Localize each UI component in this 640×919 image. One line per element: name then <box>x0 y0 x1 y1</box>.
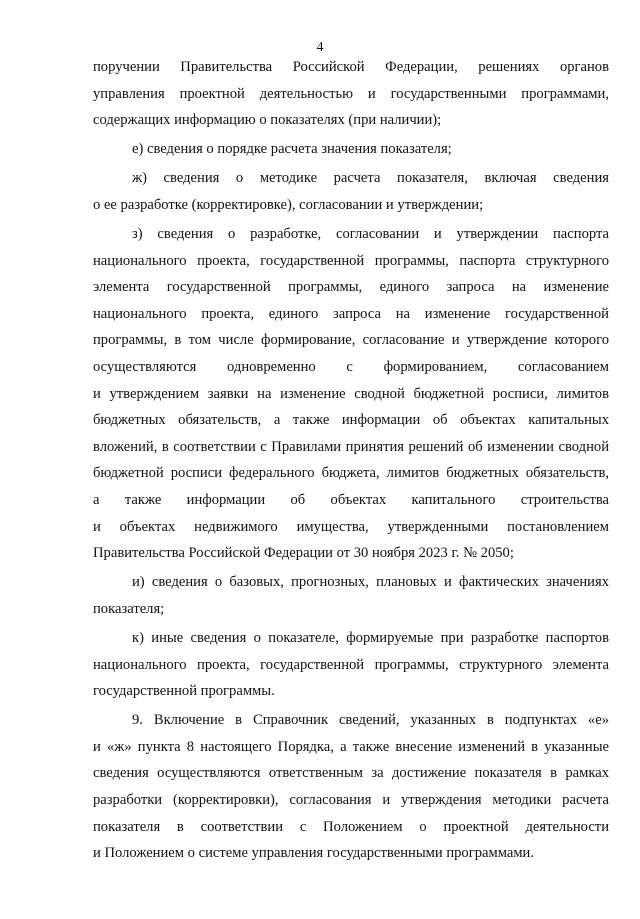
text-line: 9. Включение в Справочник сведений, указанных в подпунктах «е» <box>132 712 609 729</box>
text-line: содержащих информацию о показателях (при наличии); <box>93 112 442 129</box>
text-line: элемента государственной программы, единого запроса на изменение <box>93 279 609 296</box>
text-line: и) сведения о базовых, прогнозных, плановых и фактических значениях <box>132 574 609 591</box>
text-line: и «ж» пункта 8 настоящего Порядка, а также внесение изменений в указанные <box>93 738 609 755</box>
text-line: государственной программы. <box>93 683 275 700</box>
text-line: о ее разработке (корректировке), согласовании и утверждении; <box>93 196 484 213</box>
text-line: показателя в соответствии с Положением о проектной деятельности <box>93 818 609 835</box>
text-line: е) сведения о порядке расчета значения показателя; <box>132 141 452 158</box>
text-line: разработки (корректировки), согласования и утверждения методики расчета <box>93 792 609 809</box>
text-line: показателя; <box>93 600 165 617</box>
text-line: и Положением о системе управления государственными программами. <box>93 845 535 862</box>
text-line: ж) сведения о методике расчета показателя, включая сведения <box>132 170 609 187</box>
text-line: и утверждением заявки на изменение сводной бюджетной росписи, лимитов <box>93 385 609 402</box>
text-line: а также информации об объектах капитального строительства <box>93 492 609 508</box>
text-line: бюджетных обязательств, а также информации об объектах капитальных <box>93 412 609 429</box>
text-line: национального проекта, государственной программы, структурного элемента <box>93 656 609 673</box>
text-line: национального проекта, единого запроса на изменение государственной <box>93 305 609 322</box>
page-number: 4 <box>316 40 324 55</box>
document-body <box>93 54 609 867</box>
text-line: бюджетной росписи федерального бюджета, лимитов бюджетных обязательств, <box>93 465 609 482</box>
text-line: и объектах недвижимого имущества, утвержденными постановлением <box>93 518 609 535</box>
text-line: осуществляются одновременно с формированием, согласованием <box>93 359 609 376</box>
text-line: управления проектной деятельностью и государственными программами, <box>93 85 609 102</box>
text-line: национального проекта, государственной программы, паспорта структурного <box>93 252 609 269</box>
text-line: Правительства Российской Федерации от 30 ноября 2023 г. № 2050; <box>93 545 514 562</box>
text-line: сведения осуществляются ответственным за достижение показателя в рамках <box>93 765 609 782</box>
text-line: программы, в том числе формирование, согласование и утверждение которого <box>93 332 609 349</box>
text-line: поручении Правительства Российской Федерации, решениях органов <box>93 59 609 75</box>
text-line: вложений, в соответствии с Правилами принятия решений об изменении сводной <box>93 438 609 455</box>
text-line: з) сведения о разработке, согласовании и утверждении паспорта <box>132 226 609 243</box>
text-line: к) иные сведения о показателе, формируемые при разработке паспортов <box>132 629 609 646</box>
